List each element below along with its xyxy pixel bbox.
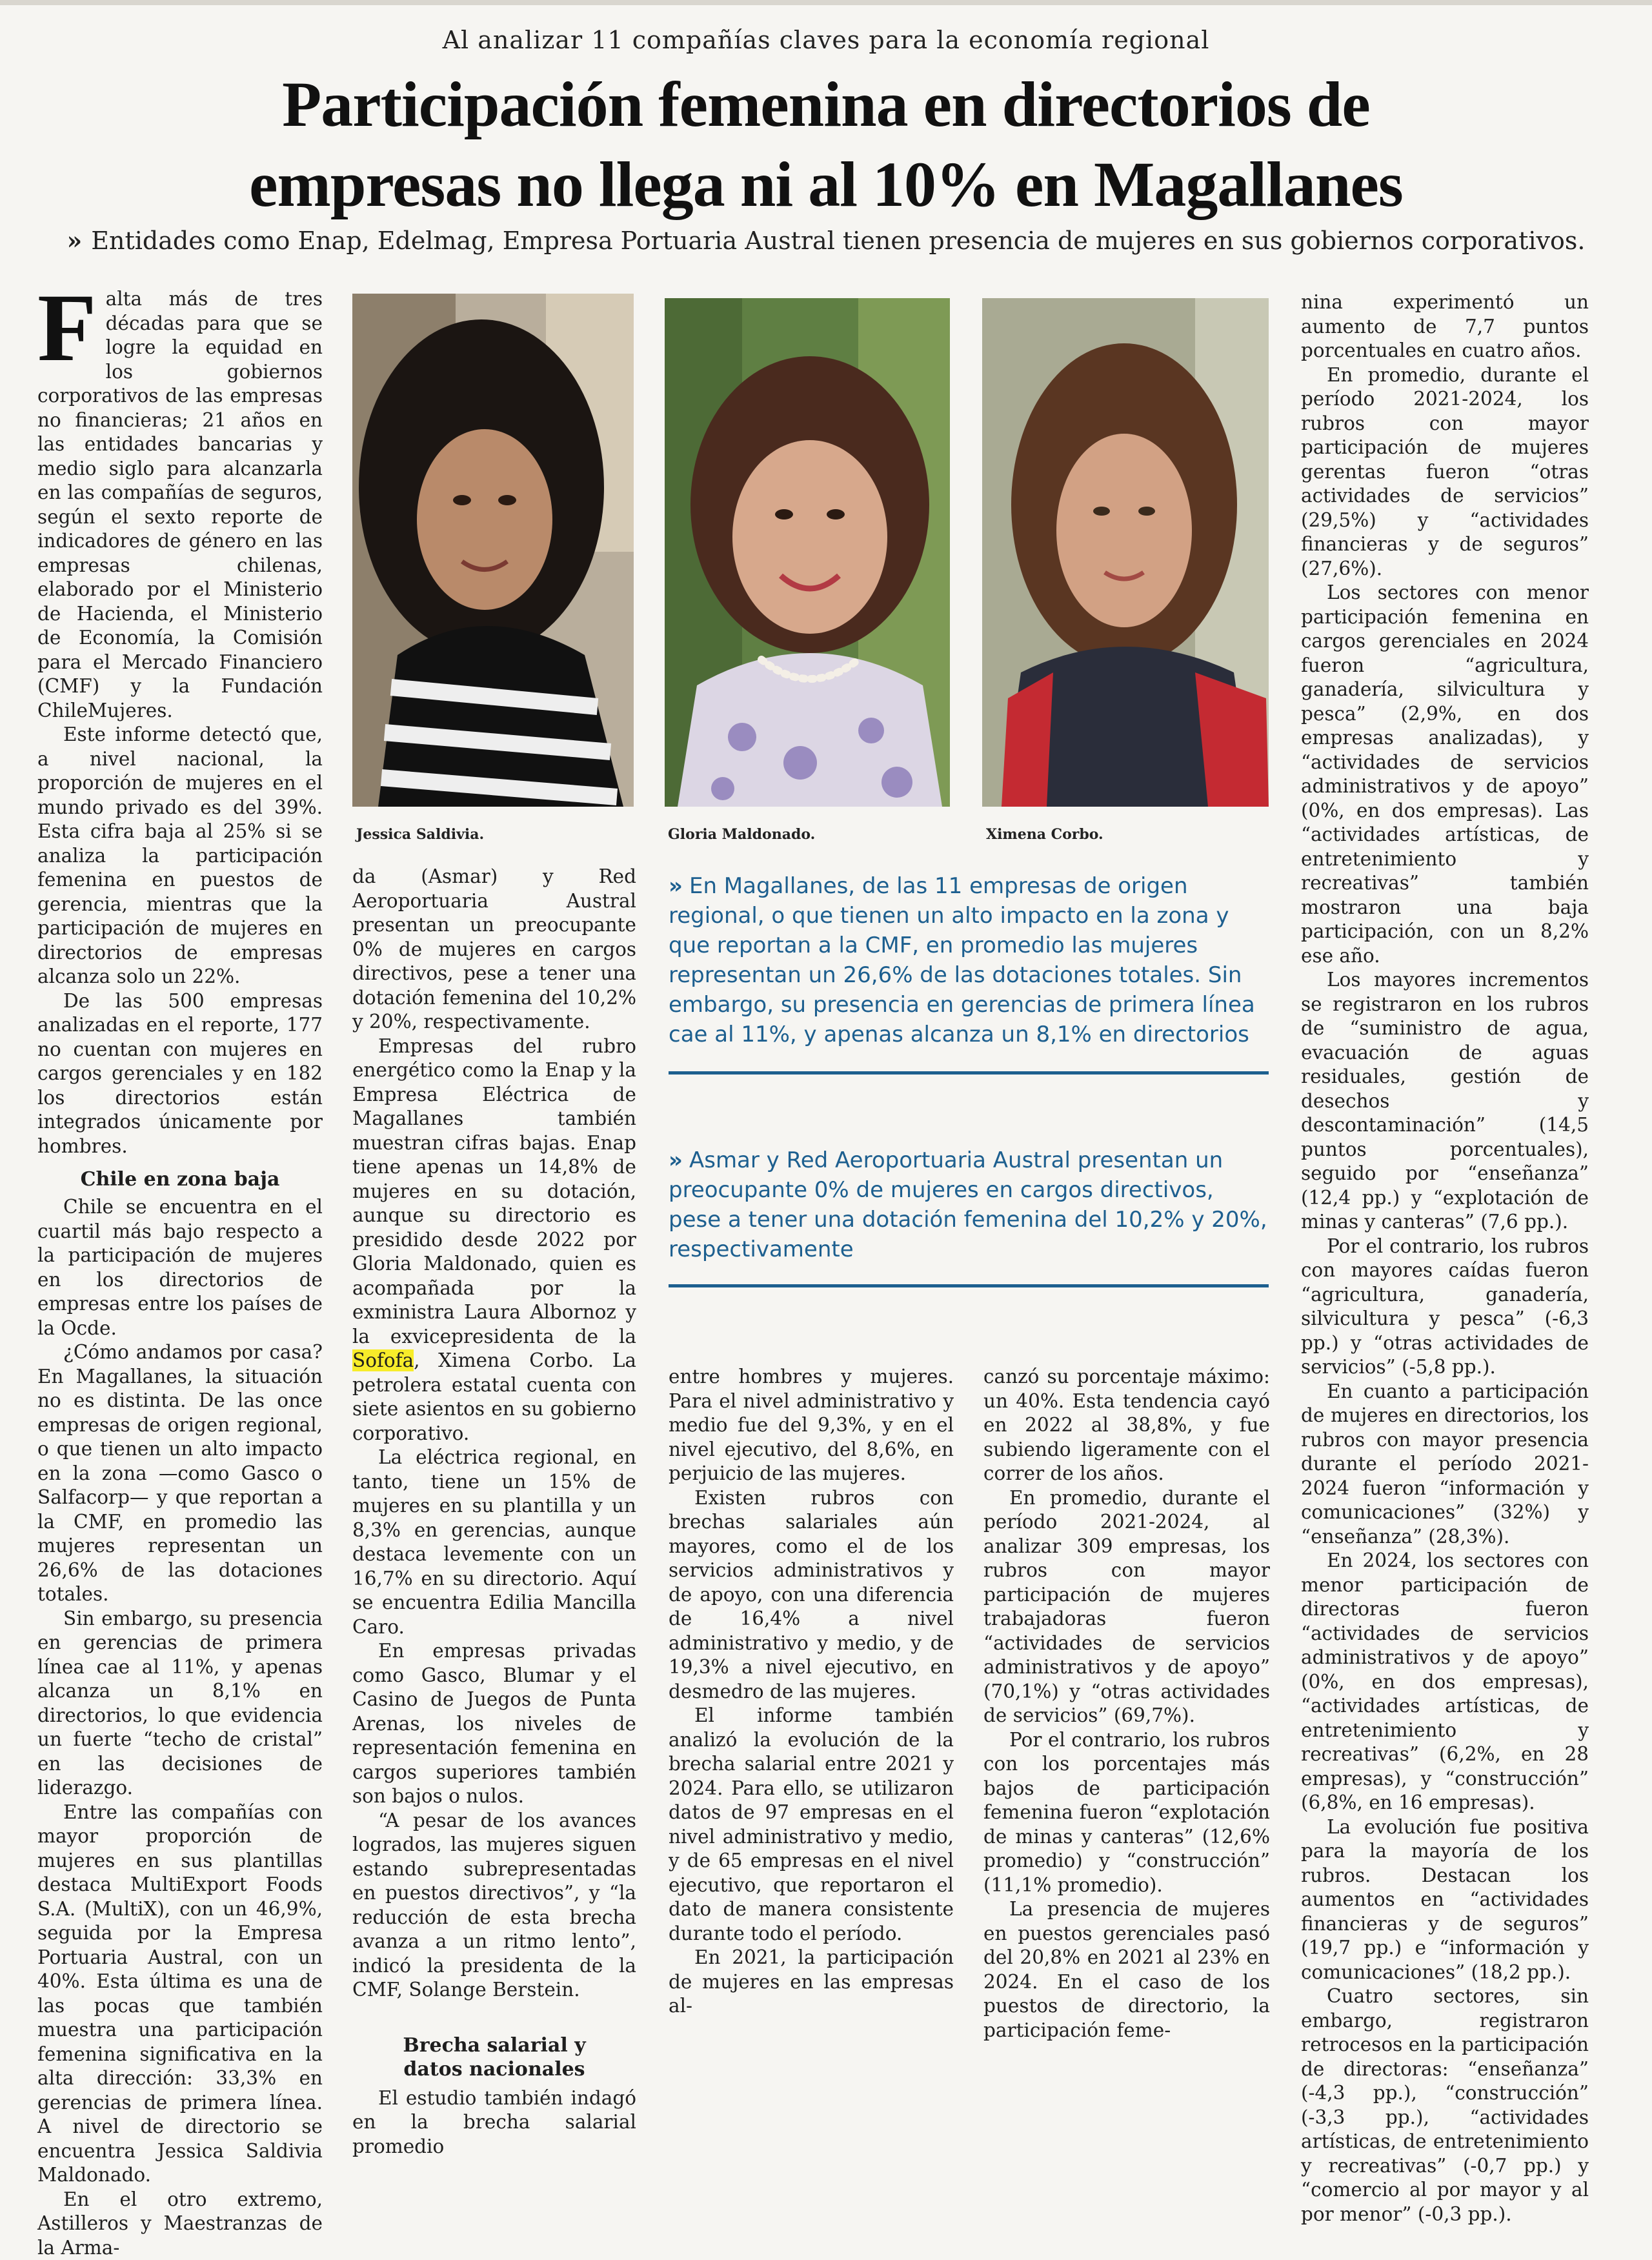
headline-line-1: Participación femenina en directorios de — [0, 65, 1652, 145]
paragraph: La presencia de mujeres en puestos gerenciales pasó del 20,8% en 2021 al 23% en 2024. En el caso de los puestos de directorio, la participación feme- — [983, 1897, 1270, 2043]
divider — [669, 1071, 1269, 1075]
photo-caption-2: Gloria Maldonado. — [668, 826, 815, 843]
headline — [0, 65, 1652, 225]
paragraph: Este informe detectó que, a nivel nacional, la proporción de mujeres en el mundo privado es del 39%. Esta cifra baja al 25% si se analiza la participación femenina en puestos de gerencia, mientras que la participación de mujeres en directorios de empresas alcanza solo un 22%. — [37, 723, 323, 989]
double-chevron-icon: » — [669, 873, 683, 899]
paragraph: En promedio, durante el período 2021-2024, los rubros con mayor participación de mujeres gerentas fueron “otras actividades de servicios” (29,5%) y “actividades financieras y de seguros” (27,6%). — [1301, 363, 1589, 581]
divider — [669, 1284, 1269, 1287]
headline-line-2: empresas no llega ni al 10% en Magallanes — [0, 145, 1652, 225]
deck — [0, 226, 1652, 255]
double-chevron-icon: » — [669, 1147, 683, 1173]
paragraph: Los mayores incrementos se registraron en los rubros de “suministro de agua, evacuación de aguas residuales, gestión de desechos y descontaminación” (14,5 puntos porcentuales), seguido por “enseñanza” (12,4 pp.) y “explotación de minas y canteras” (7,6 pp.). — [1301, 968, 1589, 1235]
paragraph: canzó su porcentaje máximo: un 40%. Esta tendencia cayó en 2022 al 38,8%, y fue subiendo ligeramente con el correr de los años. — [983, 1365, 1270, 1486]
paragraph: En promedio, durante el período 2021-2024, al analizar 309 empresas, los rubros con mayor participación de mujeres trabajadoras fueron “actividades de servicios administrativos y de apoyo” (70,1%) y “otras actividades de servicios” (69,7%). — [983, 1486, 1270, 1728]
paragraph: En cuanto a participación de mujeres en directorios, los rubros con mayor presencia durante el período 2021-2024 fueron “información y comunicaciones” (32%) y “enseñanza” (28,3%). — [1301, 1380, 1589, 1549]
page-top-border — [0, 0, 1652, 5]
photo-jessica-saldivia — [352, 294, 634, 807]
pullquote-2: » Asmar y Red Aeroportuaria Austral presentan un preocupante 0% de mujeres en cargos directivos, pese a tener una dotación femenina del 10,2% y 20%, respectivamente — [669, 1145, 1269, 1264]
paragraph: La evolución fue positiva para la mayoría de los rubros. Destacan los aumentos en “actividades financieras y de seguros” (19,7 pp.) e “información y comunicaciones” (18,2 pp.). — [1301, 1815, 1589, 1985]
paragraph: Empresas del rubro energético como la Enap y la Empresa Eléctrica de Magallanes también muestran cifras bajas. Enap tiene apenas un 14,8% de mujeres en su dotación, aunque su directorio es presidido desde 2022 por Gloria Maldonado, quien es acompañada por la exministra Laura Albornoz y la exvicepresidenta de la Sofofa, Ximena Corbo. La petrolera estatal cuenta con siete asientos en su gobierno corporativo. — [352, 1034, 636, 1446]
kicker: Al analizar 11 compañías claves para la economía regional — [0, 26, 1652, 54]
photo-gloria-maldonado — [665, 298, 950, 807]
column-3 — [669, 1365, 954, 2019]
deck-text: Entidades como Enap, Edelmag, Empresa Portuaria Austral tienen presencia de mujeres en sus gobiernos corporativos. — [91, 227, 1585, 255]
column-5 — [1301, 290, 1589, 2226]
double-chevron-icon: » — [67, 226, 83, 255]
paragraph: En 2024, los sectores con menor participación de directoras fueron “actividades de servicios administrativos y de apoyo” (0%, en dos empresas), “actividades artísticas, de entretenimiento y recreativas” (6,2%, en 28 empresas), y “construcción” (6,8%, en 16 empresas). — [1301, 1549, 1589, 1815]
paragraph: Los sectores con menor participación femenina en cargos gerenciales en 2024 fueron “agricultura, ganadería, silvicultura y pesca” (2,9%, en dos empresas analizadas), y “actividades de servicios administrativos y de apoyo” (0%, en dos empresas). Las “actividades artísticas, de entretenimiento y recreativas” también mostraron una baja participación, con un 8,2% ese año. — [1301, 581, 1589, 968]
paragraph: Por el contrario, los rubros con los porcentajes más bajos de participación femenina fueron “explotación de minas y canteras” (12,6% promedio) y “construcción” (11,1% promedio). — [983, 1728, 1270, 1898]
paragraph: entre hombres y mujeres. Para el nivel administrativo y medio fue del 9,3%, y en el nivel ejecutivo, del 8,6%, en perjuicio de las mujeres. — [669, 1365, 954, 1486]
paragraph: El estudio también indagó en la brecha salarial promedio — [352, 2086, 636, 2159]
paragraph: En el otro extremo, Astilleros y Maestranzas de la Arma- — [37, 2188, 323, 2260]
subhead: Chile en zona baja — [37, 1167, 323, 1191]
paragraph: Sin embargo, su presencia en gerencias de primera línea cae al 11%, y apenas alcanza un 8,1% en directorios, lo que evidencia un fuerte “techo de cristal” en las decisiones de liderazgo. — [37, 1607, 323, 1801]
paragraph: da (Asmar) y Red Aeroportuaria Austral presentan un preocupante 0% de mujeres en cargos directivos, pese a tener una dotación femenina del 10,2% y 20%, respectivamente. — [352, 865, 636, 1034]
photo-caption-3: Ximena Corbo. — [986, 826, 1103, 843]
paragraph: Chile se encuentra en el cuartil más bajo respecto a la participación de mujeres en los directorios de empresas entre los países de la Ocde. — [37, 1195, 323, 1340]
paragraph: “A pesar de los avances logrados, las mujeres siguen estando subrepresentadas en puestos directivos”, y “la reducción de esta brecha avanza a un ritmo lento”, indicó la presidenta de la CMF, Solange Berstein. — [352, 1809, 636, 2003]
column-4 — [983, 1365, 1270, 2043]
paragraph: Cuatro sectores, sin embargo, registraron retrocesos en la participación de directoras: “enseñanza” (-4,3 pp.), “construcción” (-3,3 pp.), “actividades artísticas, de entretenimiento y recreativas” (-0,7 pp.) y “comercio al por mayor y al por menor” (-0,3 pp.). — [1301, 1984, 1589, 2226]
pullquote-1: » En Magallanes, de las 11 empresas de origen regional, o que tienen un alto impacto en la zona y que reportan a la CMF, en promedio las mujeres representan un 26,6% de las dotaciones totales. Sin embargo, su presencia en gerencias de primera línea cae al 11%, y apenas alcanza un 8,1% en directorios — [669, 871, 1269, 1049]
paragraph: De las 500 empresas analizadas en el reporte, 177 no cuentan con mujeres en cargos gerenciales y en 182 los directorios están integrados únicamente por hombres. — [37, 989, 323, 1159]
column-2 — [352, 865, 636, 2159]
highlighted-text: Sofofa — [352, 1349, 414, 1371]
paragraph: El informe también analizó la evolución de la brecha salarial entre 2021 y 2024. Para ello, se utilizaron datos de 97 empresas en el nivel administrativo y medio, y de 65 empresas en el nivel ejecutivo, que reportaron el dato de manera consistente durante todo el período. — [669, 1704, 954, 1946]
drop-cap: F — [37, 290, 97, 366]
photo-caption-1: Jessica Saldivia. — [356, 826, 484, 843]
paragraph: Falta más de tres décadas para que se logre la equidad en los gobiernos corporativos de las empresas no financieras; 21 años en las entidades bancarias y medio siglo para alcanzarla en las compañías de seguros, según el sexto reporte de indicadores de género en las empresas chilenas, elaborado por el Ministerio de Hacienda, el Ministerio de Economía, la Comisión para el Mercado Financiero (CMF) y la Fundación ChileMujeres. — [37, 287, 323, 723]
subhead: Brecha salarial y datos nacionales — [391, 2033, 598, 2081]
paragraph: nina experimentó un aumento de 7,7 puntos porcentuales en cuatro años. — [1301, 290, 1589, 363]
paragraph: Por el contrario, los rubros con mayores caídas fueron “agricultura, ganadería, silvicultura y pesca” (-6,3 pp.) y “otras actividades de servicios” (-5,8 pp.). — [1301, 1235, 1589, 1380]
paragraph: Entre las compañías con mayor proporción de mujeres en sus plantillas destaca MultiExport Foods S.A. (MultiX), con un 46,9%, seguida por la Empresa Portuaria Austral, con un 40%. Esta última es una de las pocas que también muestra una participación femenina significativa en la alta dirección: 33,3% en gerencias de primera línea. A nivel de directorio se encuentra Jessica Saldivia Maldonado. — [37, 1801, 323, 2188]
paragraph: La eléctrica regional, en tanto, tiene un 15% de mujeres en su plantilla y un 8,3% en gerencias, aunque destaca levemente con un 16,7% en su directorio. Aquí se encuentra Edilia Mancilla Caro. — [352, 1446, 636, 1639]
paragraph: Existen rubros con brechas salariales aún mayores, como el de los servicios administrativos y de apoyo, con una diferencia de 16,4% a nivel administrativo y medio, y de 19,3% a nivel ejecutivo, en desmedro de las mujeres. — [669, 1486, 954, 1704]
paragraph: ¿Cómo andamos por casa? En Magallanes, la situación no es distinta. De las once empresas de origen regional, o que tienen un alto impacto en la zona —como Gasco o Salfacorp— y que reportan a la CMF, en promedio las mujeres representan un 26,6% de las dotaciones totales. — [37, 1340, 323, 1607]
paragraph: En 2021, la participación de mujeres en las empresas al- — [669, 1946, 954, 2019]
photo-ximena-corbo — [982, 298, 1269, 807]
paragraph: En empresas privadas como Gasco, Blumar y el Casino de Juegos de Punta Arenas, los niveles de representación femenina en cargos superiores también son bajos o nulos. — [352, 1639, 636, 1809]
column-1 — [37, 287, 323, 2260]
